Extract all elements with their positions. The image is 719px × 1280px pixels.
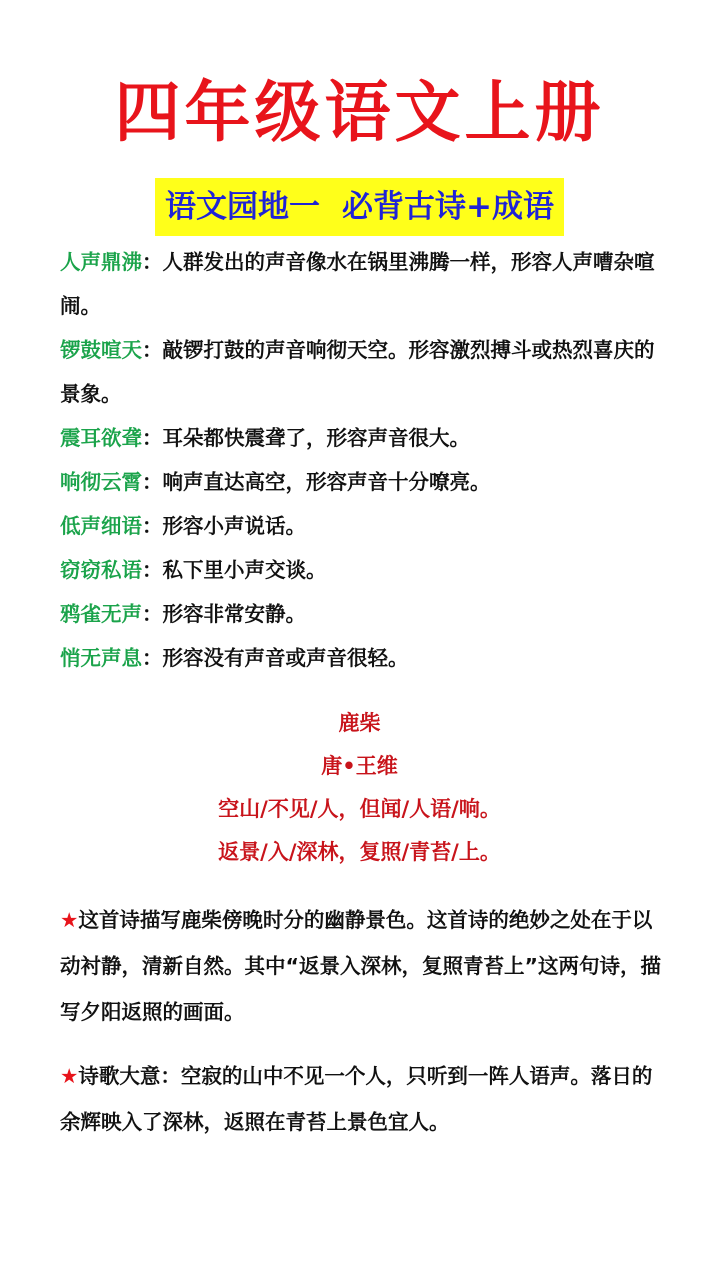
poem-line: 返景/入/深林，复照/青苔/上。 (218, 840, 501, 864)
idiom-item (60, 416, 665, 460)
idiom-term: 响彻云霄 (60, 470, 142, 494)
subtitle (155, 178, 564, 236)
notes-section (60, 897, 665, 1163)
idiom-term: 低声细语 (60, 514, 142, 538)
poem-author: 唐•王维 (321, 754, 398, 778)
idiom-term: 锣鼓喧天 (60, 338, 142, 362)
star-icon: ★ (60, 908, 79, 932)
idiom-definition: 人群发出的声音像水在锅里沸腾一样，形容人声嘈杂喧闹。 (60, 250, 655, 318)
idiom-item (60, 636, 665, 680)
idiom-term: 悄无声息 (60, 646, 142, 670)
note-text: 诗歌大意：空寂的山中不见一个人，只听到一阵人语声。落日的余辉映入了深林，返照在青苔上景色宜人。 (60, 1064, 653, 1134)
poem-title: 鹿柴 (338, 711, 381, 735)
poem-line: 空山/不见/人，但闻/人语/响。 (218, 797, 501, 821)
idiom-item (60, 592, 665, 636)
idiom-definition: 敲锣打鼓的声音响彻天空。形容激烈搏斗或热烈喜庆的景象。 (60, 338, 655, 406)
idiom-colon: ： (142, 250, 163, 274)
idiom-list (60, 240, 665, 680)
star-icon: ★ (60, 1064, 79, 1088)
page-title: 四年级语文上册 (114, 74, 605, 151)
idiom-item (60, 240, 665, 328)
idiom-definition: 私下里小声交谈。 (162, 558, 327, 582)
subtitle-banner (0, 178, 719, 236)
idiom-colon: ： (142, 426, 163, 450)
idiom-definition: 形容没有声音或声音很轻。 (162, 646, 409, 670)
subtitle-part1: 语文园地一 (165, 189, 320, 225)
idiom-colon: ： (142, 602, 163, 626)
note-paragraph (60, 1053, 665, 1145)
idiom-item (60, 504, 665, 548)
idiom-definition: 耳朵都快震聋了，形容声音很大。 (162, 426, 470, 450)
note-text: 这首诗描写鹿柴傍晚时分的幽静景色。这首诗的绝妙之处在于以动衬静，清新自然。其中“返景入深林，复照青苔上”这两句诗，描写夕阳返照的画面。 (60, 908, 661, 1024)
idiom-definition: 响声直达高空，形容声音十分嘹亮。 (162, 470, 491, 494)
idiom-term: 鸦雀无声 (60, 602, 142, 626)
subtitle-part2: 必背古诗+成语 (342, 189, 554, 225)
idiom-item (60, 460, 665, 504)
idiom-definition: 形容非常安静。 (162, 602, 306, 626)
idiom-colon: ： (142, 514, 163, 538)
idiom-colon: ： (142, 646, 163, 670)
idiom-term: 震耳欲聋 (60, 426, 142, 450)
idiom-definition: 形容小声说话。 (162, 514, 306, 538)
idiom-item (60, 548, 665, 592)
idiom-item (60, 328, 665, 416)
idiom-term: 人声鼎沸 (60, 250, 142, 274)
idiom-colon: ： (142, 338, 163, 362)
idiom-term: 窃窃私语 (60, 558, 142, 582)
note-paragraph (60, 897, 665, 1035)
idiom-colon: ： (142, 470, 163, 494)
poem-block (0, 702, 719, 874)
idiom-colon: ： (142, 558, 163, 582)
